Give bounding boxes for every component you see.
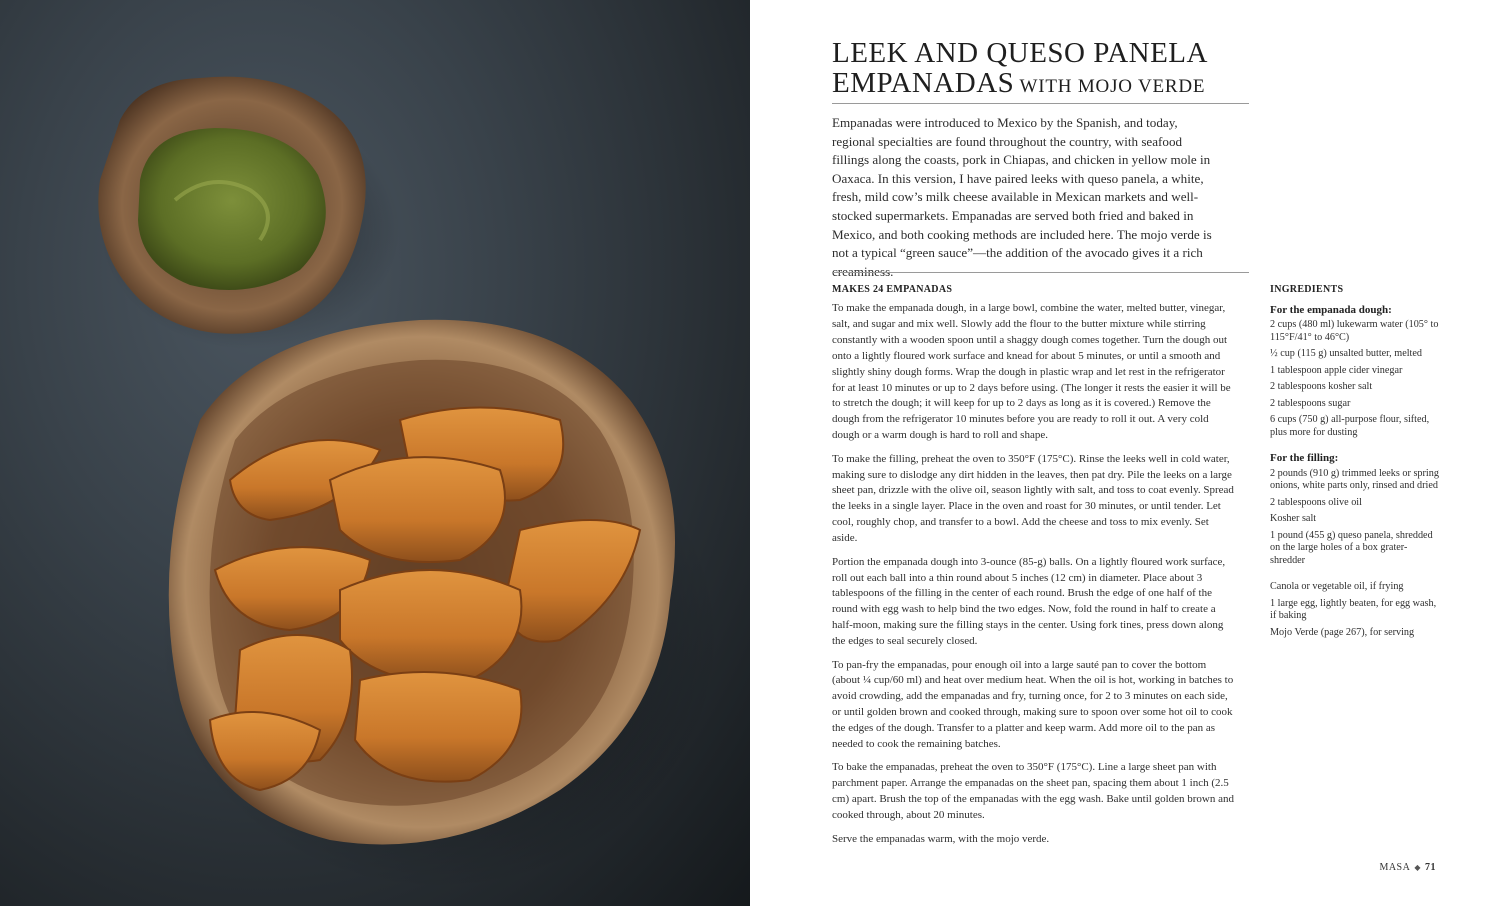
method-step: To make the filling, preheat the oven to 350°F (175°C). Rinse the leeks well in cold water, making sure to dislodge any dirt hidden in the leaves, then pat dry. Pile the leeks on a large sheet pan, drizzle with the olive oil, season lightly with salt, and toss to coat evenly. Spread the leeks in a single layer. Place in the oven and roast for 30 minutes, or until tender. Let cool, roughly chop, and transfer to a bowl. Add the cheese and toss to mix evenly. Set aside.: [832, 452, 1234, 545]
ingredient-item: Kosher salt: [1270, 513, 1317, 524]
method-step: To bake the empanadas, preheat the oven to 350°F (175°C). Line a large sheet pan with parchment paper. Arrange the empanadas on the sheet pan, spacing them about 1 inch (2.5 cm) apart. Brush the top of the empanadas with the egg wash. Bake until golden brown and cooked through, about 20 minutes.: [832, 761, 1235, 822]
method-step: Serve the empanadas warm, with the mojo verde.: [832, 832, 1050, 845]
page-number: 71: [1425, 862, 1436, 873]
ingredient-item: 2 cups (480 ml) lukewarm water (105° to 115°F/41° to 46°C): [1270, 319, 1439, 343]
title-main: EMPANADAS: [832, 67, 1015, 99]
dough-heading: For the empanada dough:: [1270, 303, 1392, 316]
method-step: To make the empanada dough, in a large bowl, combine the water, melted butter, vinegar, salt, and sugar and mix well. Slowly add the flour to the butter mixture while stirring constantly with a wooden spoon until a shaggy dough comes together. Turn the dough out onto a lightly floured work surface and knead for about 5 minutes, or until a smooth and slightly shiny dough forms. Wrap the dough in plastic wrap and let rest in the refrigerator for at least 10 minutes or up to 2 days before using. (The longer it rests the easier it will be to stretch the dough; it will keep for up to 2 days as long as it is covered.) Remove the dough from the refrigerator 10 minutes before you are ready to roll it out. A very cold dough or a warm dough is hard to roll and shape.: [832, 302, 1231, 442]
headnote: Empanadas were introduced to Mexico by the Spanish, and today, regional specialties are found throughout the country, with seafood fillings along the coasts, pork in Chiapas, and chicken in yellow mole in Oaxaca. In this version, I have paired leeks with queso panela, a white, fresh, mild cow’s milk cheese available in Mexican markets and well-stocked supermarkets. Empanadas are served both fried and baked in Mexico, and both cooking methods are included here. The mojo verde is not a typical “green sauce”—the addition of the avocado gives it a rich creaminess.: [832, 115, 1212, 279]
recipe-title: [832, 38, 1252, 102]
headnote-divider: [832, 272, 1249, 273]
diamond-icon: ◆: [1414, 863, 1421, 872]
ingredient-item: ½ cup (115 g) unsalted butter, melted: [1270, 348, 1422, 359]
ingredient-item: Canola or vegetable oil, if frying: [1270, 581, 1404, 592]
ingredient-item: Mojo Verde (page 267), for serving: [1270, 626, 1415, 638]
ingredient-item: 2 pounds (910 g) trimmed leeks or spring onions, white parts only, rinsed and dried: [1270, 467, 1439, 491]
section-name: MASA: [1379, 862, 1411, 873]
title-line-1: LEEK AND QUESO PANELA: [832, 37, 1208, 69]
page-footer: [1379, 862, 1436, 873]
ingredient-item: 1 tablespoon apple cider vinegar: [1270, 364, 1403, 376]
yield-label: MAKES 24 EMPANADAS: [832, 284, 953, 295]
ingredient-item: 6 cups (750 g) all-purpose flour, sifted, plus more for dusting: [1270, 414, 1430, 438]
method-step: To pan-fry the empanadas, pour enough oil into a large sauté pan to cover the bottom (about ¼ cup/60 ml) and heat over medium heat. When the oil is hot, working in batches to avoid crowding, add the empanadas and fry, turning once, for 2 to 3 minutes on each side, or until golden brown and cooked through, making sure to spoon over some hot oil to cook the edges of the dough. Transfer to a platter and keep warm. Add more oil to the pan as needed to cook the remaining batches.: [832, 658, 1234, 751]
ingredient-item: 2 tablespoons kosher salt: [1270, 381, 1373, 392]
ingredient-item: 2 tablespoons sugar: [1270, 397, 1351, 409]
recipe-page: [750, 0, 1500, 906]
title-divider: [832, 103, 1249, 104]
mojo-verde-sauce: [138, 128, 326, 290]
filling-heading: For the filling:: [1270, 452, 1339, 464]
method-step: Portion the empanada dough into 3-ounce (85-g) balls. On a lightly floured work surface, roll out each ball into a thin round about 5 inches (12 cm) in diameter. Place about 3 tablespoons of the filling in the center of each round. Brush the edge of one half of the round with egg wash to help bind the two edges. Now, fold the round in half to create a half-moon, making sure the filling stays in the center. Using fork tines, press down along the edges to seal securely closed.: [832, 555, 1226, 648]
ingredient-item: 2 tablespoons olive oil: [1270, 496, 1362, 508]
ingredient-item: 1 pound (455 g) queso panela, shredded on the large holes of a box grater-shredder: [1270, 529, 1433, 566]
ingredients-heading: INGREDIENTS: [1270, 284, 1344, 295]
title-subtitle: WITH MOJO VERDE: [1014, 76, 1206, 97]
method-steps: [832, 301, 1236, 855]
ingredients-list: [1270, 284, 1442, 643]
ingredient-item: 1 large egg, lightly beaten, for egg wash, if baking: [1270, 597, 1437, 621]
title-line-2: [832, 68, 1252, 102]
